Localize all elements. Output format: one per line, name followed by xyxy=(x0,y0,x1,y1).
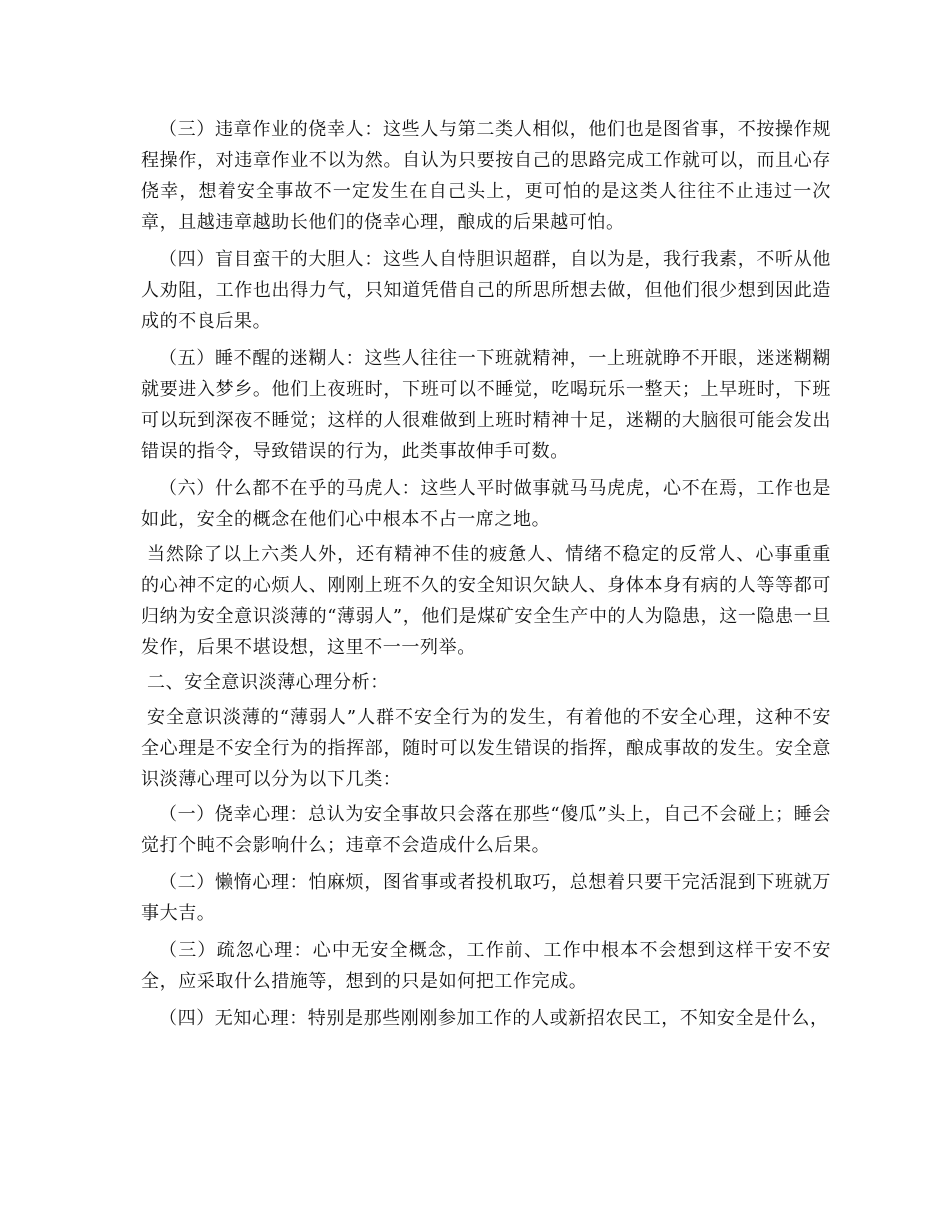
paragraph-psych-4-ignorance: （四）无知心理：特别是那些刚刚参加工作的人或新招农民工，不知安全是什么， xyxy=(159,1008,829,1029)
paragraph-psychology-intro: 安全意识淡薄的“薄弱人”人群不安全行为的发生，有着他的不安全心理，这种不安全心理是不安全行为的指挥部，随时可以发生错误的指挥，酿成事故的发生。安全意识淡薄心理可以分为以下几类： xyxy=(141,707,831,790)
section-heading-2: 二、安全意识淡薄心理分析： xyxy=(147,672,389,693)
paragraph-type-3-lucky-violator: （三）违章作业的侥幸人：这些人与第二类人相似，他们也是图省事，不按操作规程操作，对违章作业不以为然。自认为只要按自己的思路完成工作就可以，而且心存侥幸，想着安全事故不一定发生在自己头上，更可怕的是这类人往往不止违过一次章，且越违章越助长他们的侥幸心理，酿成的后果越可怕。 xyxy=(141,119,831,233)
paragraph-psych-1-luck: （一）侥幸心理：总认为安全事故只会落在那些“傻瓜”头上，自己不会碰上；睡会觉打个盹不会影响什么；违章不会造成什么后果。 xyxy=(141,804,831,856)
paragraph-psych-2-laziness: （二）懒惰心理：怕麻烦，图省事或者投机取巧，总想着只要干完活混到下班就万事大吉。 xyxy=(141,872,831,924)
paragraph-psych-3-negligence: （三）疏忽心理：心中无安全概念，工作前、工作中根本不会想到这样干安不安全，应采取什么措施等，想到的只是如何把工作完成。 xyxy=(141,940,831,992)
paragraph-type-4-reckless: （四）盲目蛮干的大胆人：这些人自恃胆识超群，自以为是，我行我素，不听从他人劝阻，工作也出得力气，只知道凭借自己的所思所想去做，但他们很少想到因此造成的不良后果。 xyxy=(141,249,831,332)
paragraph-type-6-careless: （六）什么都不在乎的马虎人：这些人平时做事就马马虎虎，心不在焉，工作也是如此，安全的概念在他们心中根本不占一席之地。 xyxy=(141,478,831,530)
document-body xyxy=(141,114,831,1034)
paragraph-type-5-sleepy: （五）睡不醒的迷糊人：这些人往往一下班就精神，一上班就睁不开眼，迷迷糊糊就要进入梦乡。他们上夜班时，下班可以不睡觉，吃喝玩乐一整天；上早班时，下班可以玩到深夜不睡觉；这样的人很难做到上班时精神十足，迷糊的大脑很可能会发出错误的指令，导致错误的行为，此类事故伸手可数。 xyxy=(141,348,831,462)
paragraph-other-types: 当然除了以上六类人外，还有精神不佳的疲惫人、情绪不稳定的反常人、心事重重的心神不定的心烦人、刚刚上班不久的安全知识欠缺人、身体本身有病的人等等都可归纳为安全意识淡薄的“薄弱人”，他们是煤矿安全生产中的人为隐患，这一隐患一旦发作，后果不堪设想，这里不一一列举。 xyxy=(141,544,831,658)
